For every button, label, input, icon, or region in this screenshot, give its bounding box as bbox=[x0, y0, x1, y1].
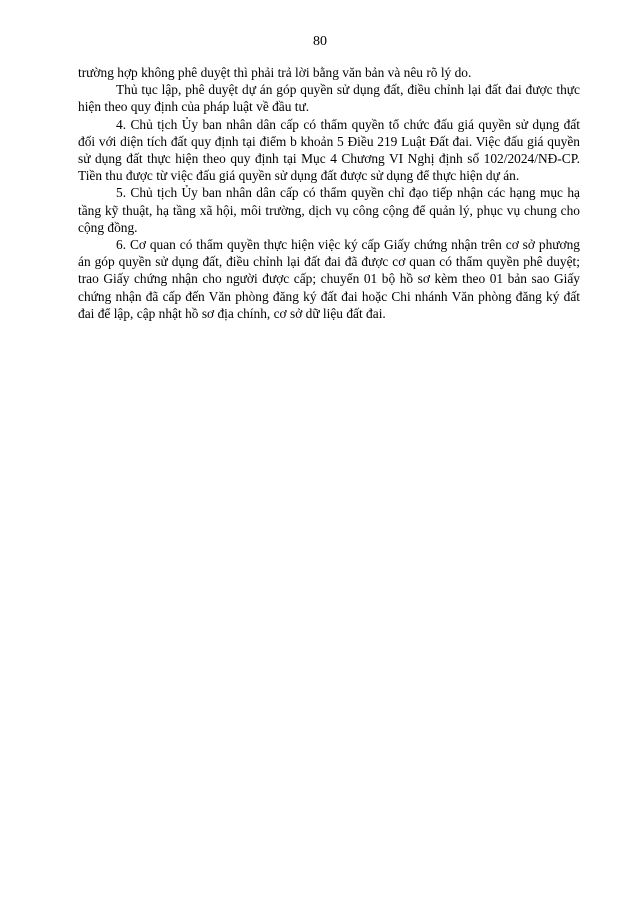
paragraph-clause-5: 5. Chủ tịch Ủy ban nhân dân cấp có thẩm quyền chỉ đạo tiếp nhận các hạng mục hạ tầng kỹ thuật, hạ tầng xã hội, môi trường, dịch vụ công cộng để quản lý, phục vụ chung cho cộng đồng. bbox=[78, 185, 580, 235]
paragraph-continuation: trường hợp không phê duyệt thì phải trả lời bằng văn bản và nêu rõ lý do. bbox=[78, 65, 472, 80]
paragraph-clause-4: 4. Chủ tịch Ủy ban nhân dân cấp có thẩm quyền tổ chức đấu giá quyền sử dụng đất đối với diện tích đất quy định tại điểm b khoản 5 Điều 219 Luật Đất đai. Việc đấu giá quyền sử dụng đất thực hiện theo quy định tại Mục 4 Chương VI Nghị định số 102/2024/NĐ-CP. Tiền thu được từ việc đấu giá quyền sử dụng đất được sử dụng để thực hiện dự án. bbox=[78, 116, 580, 184]
document-body bbox=[78, 64, 580, 322]
page-number: 80 bbox=[313, 34, 327, 49]
paragraph-procedure: Thủ tục lập, phê duyệt dự án góp quyền sử dụng đất, điều chỉnh lại đất đai được thực hiện theo quy định của pháp luật về đầu tư. bbox=[78, 82, 580, 115]
paragraph-clause-6: 6. Cơ quan có thẩm quyền thực hiện việc ký cấp Giấy chứng nhận trên cơ sở phương án góp quyền sử dụng đất, điều chỉnh lại đất đai đã được cơ quan có thẩm quyền phê duyệt; trao Giấy chứng nhận cho người được cấp; chuyển 01 bộ hồ sơ kèm theo 01 bản sao Giấy chứng nhận đã cấp đến Văn phòng đăng ký đất đai hoặc Chi nhánh Văn phòng đăng ký đất đai để lập, cập nhật hồ sơ địa chính, cơ sở dữ liệu đất đai. bbox=[78, 237, 580, 321]
